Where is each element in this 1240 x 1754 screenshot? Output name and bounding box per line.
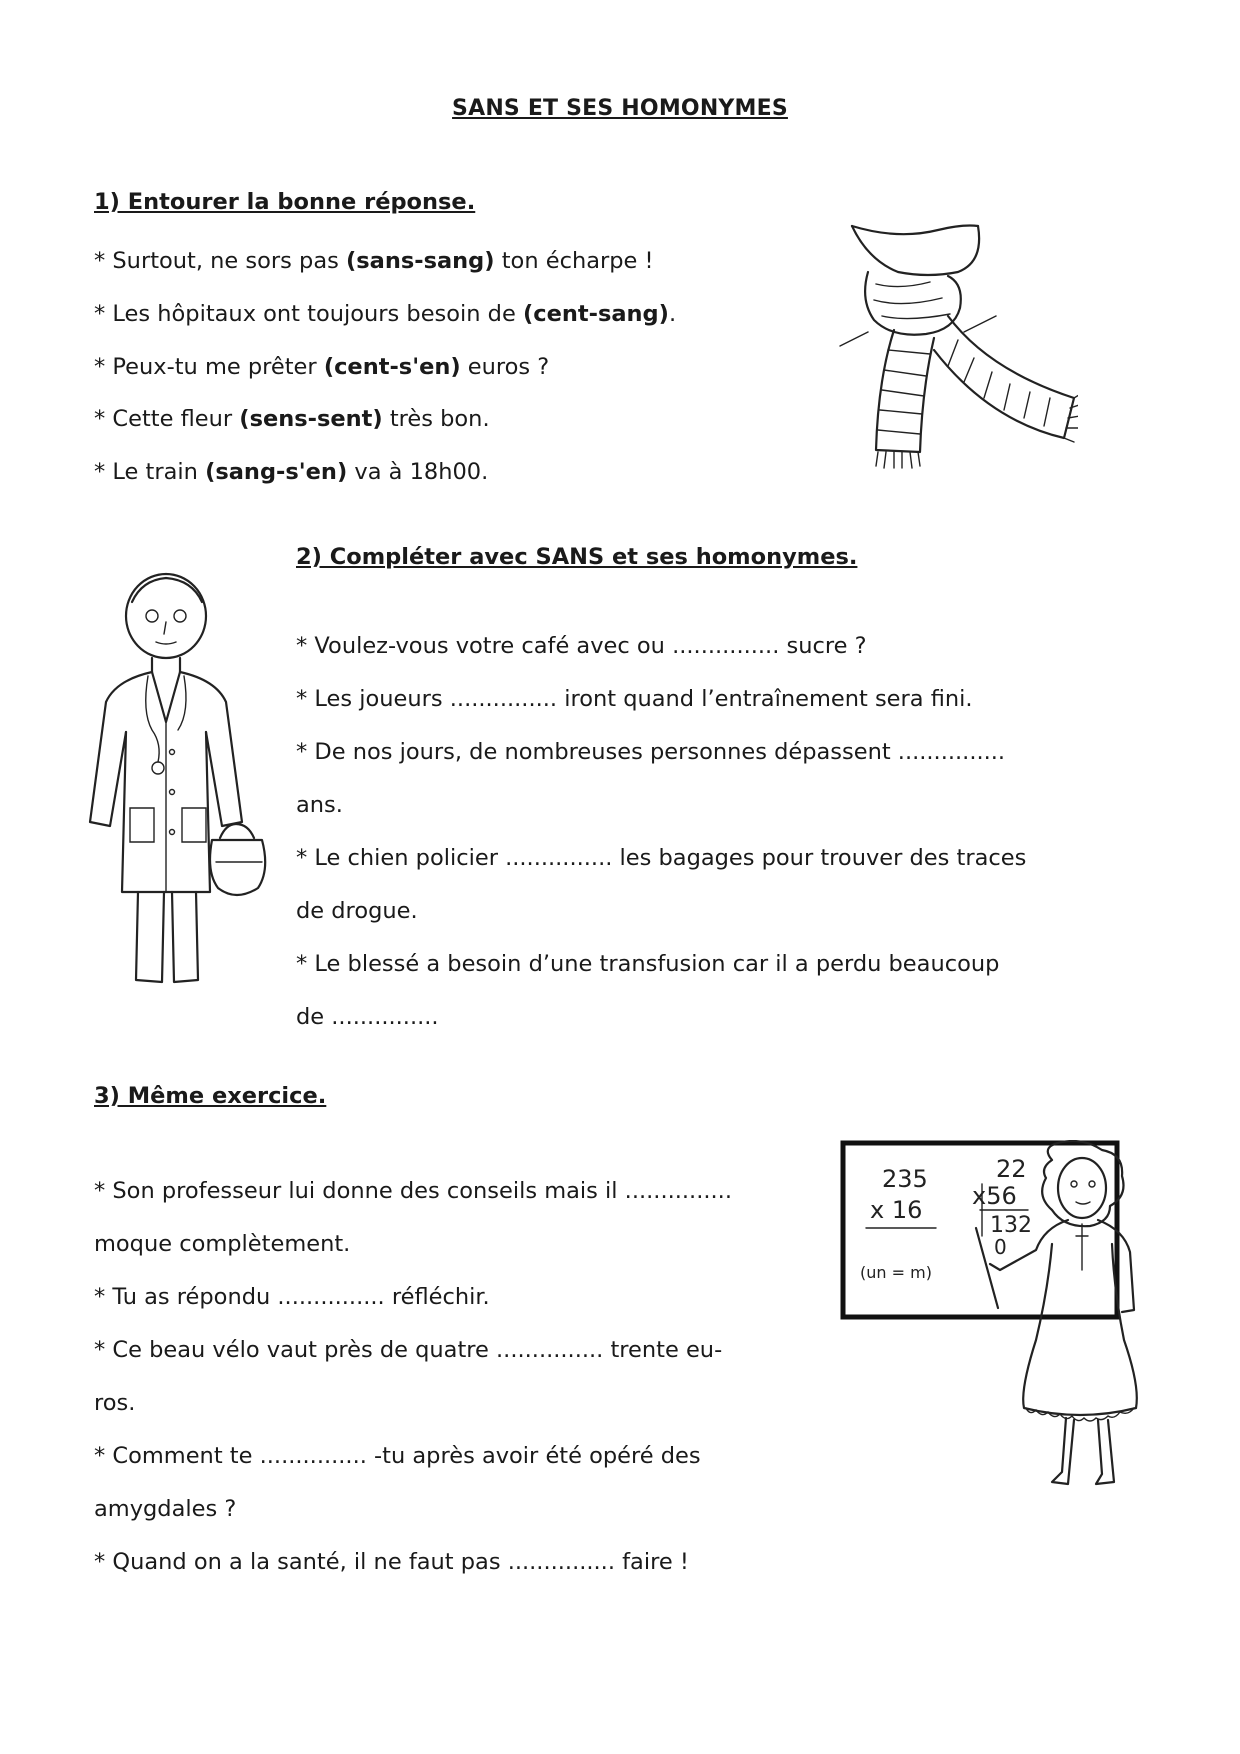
teacher-illustration xyxy=(840,1140,1170,1490)
section2-line: * Les joueurs ............... iront quand l’entraînement sera fini. xyxy=(296,686,973,712)
board-number: 132 xyxy=(990,1213,1032,1238)
section2-line: de ............... xyxy=(296,1004,439,1030)
choice-text: (cent-s'en) xyxy=(323,354,461,380)
item-text: * Peux-tu me prêter xyxy=(94,354,324,380)
section2-line: * Voulez-vous votre café avec ou ............... sucre ? xyxy=(296,633,867,659)
item-text: * Les hôpitaux ont toujours besoin de xyxy=(94,301,523,327)
item-text: * Cette fleur xyxy=(94,406,240,432)
page-title: SANS ET SES HOMONYMES xyxy=(452,96,788,121)
scarf-illustration xyxy=(838,220,1078,480)
section2-line: de drogue. xyxy=(296,898,418,924)
board-number: 0 xyxy=(994,1235,1007,1259)
board-note: (un = m) xyxy=(860,1263,932,1282)
section3-line: moque complètement. xyxy=(94,1231,351,1257)
section3-heading: 3) Même exercice. xyxy=(94,1083,327,1109)
section1-item xyxy=(94,248,654,274)
item-text: va à 18h00. xyxy=(347,459,489,485)
section3-line: * Tu as répondu ............... réfléchir. xyxy=(94,1284,490,1310)
item-text: euros ? xyxy=(460,354,550,380)
choice-text: (cent-sang) xyxy=(522,301,669,327)
board-number: x56 xyxy=(972,1182,1017,1210)
doctor-icon xyxy=(86,572,296,996)
board-number: x 16 xyxy=(870,1196,923,1224)
section1-item xyxy=(94,354,549,380)
section3-line: * Son professeur lui donne des conseils mais il ............... xyxy=(94,1178,732,1204)
section3-line: * Comment te ............... -tu après avoir été opéré des xyxy=(94,1443,701,1469)
item-text: très bon. xyxy=(382,406,490,432)
section2-line: * Le blessé a besoin d’une transfusion car il a perdu beaucoup xyxy=(296,951,1000,977)
section1-item xyxy=(94,301,676,327)
section3-line: ros. xyxy=(94,1390,136,1416)
section3-line: amygdales ? xyxy=(94,1496,237,1522)
choice-text: (sens-sent) xyxy=(239,406,383,432)
section3-line: * Ce beau vélo vaut près de quatre ............... trente eu- xyxy=(94,1337,723,1363)
section2-line: ans. xyxy=(296,792,343,818)
choice-text: (sans-sang) xyxy=(345,248,495,274)
choice-text: (sang-s'en) xyxy=(205,459,348,485)
doctor-illustration xyxy=(86,572,296,996)
section3-line: * Quand on a la santé, il ne faut pas ............... faire ! xyxy=(94,1549,689,1575)
section1-item xyxy=(94,406,490,432)
section1-heading: 1) Entourer la bonne réponse. xyxy=(94,189,476,215)
section2-heading: 2) Compléter avec SANS et ses homonymes. xyxy=(296,544,858,570)
item-text: * Surtout, ne sors pas xyxy=(94,248,346,274)
item-text: ton écharpe ! xyxy=(494,248,654,274)
section2-line: * Le chien policier ............... les bagages pour trouver des traces xyxy=(296,845,1027,871)
board-number: 235 xyxy=(882,1165,928,1193)
scarf-icon xyxy=(838,220,1078,480)
section1-item xyxy=(94,459,488,485)
item-text: * Le train xyxy=(94,459,206,485)
teacher-icon xyxy=(840,1140,1170,1490)
section2-line: * De nos jours, de nombreuses personnes dépassent ............... xyxy=(296,739,1006,765)
board-number: 22 xyxy=(996,1155,1027,1183)
item-text: . xyxy=(668,301,677,327)
